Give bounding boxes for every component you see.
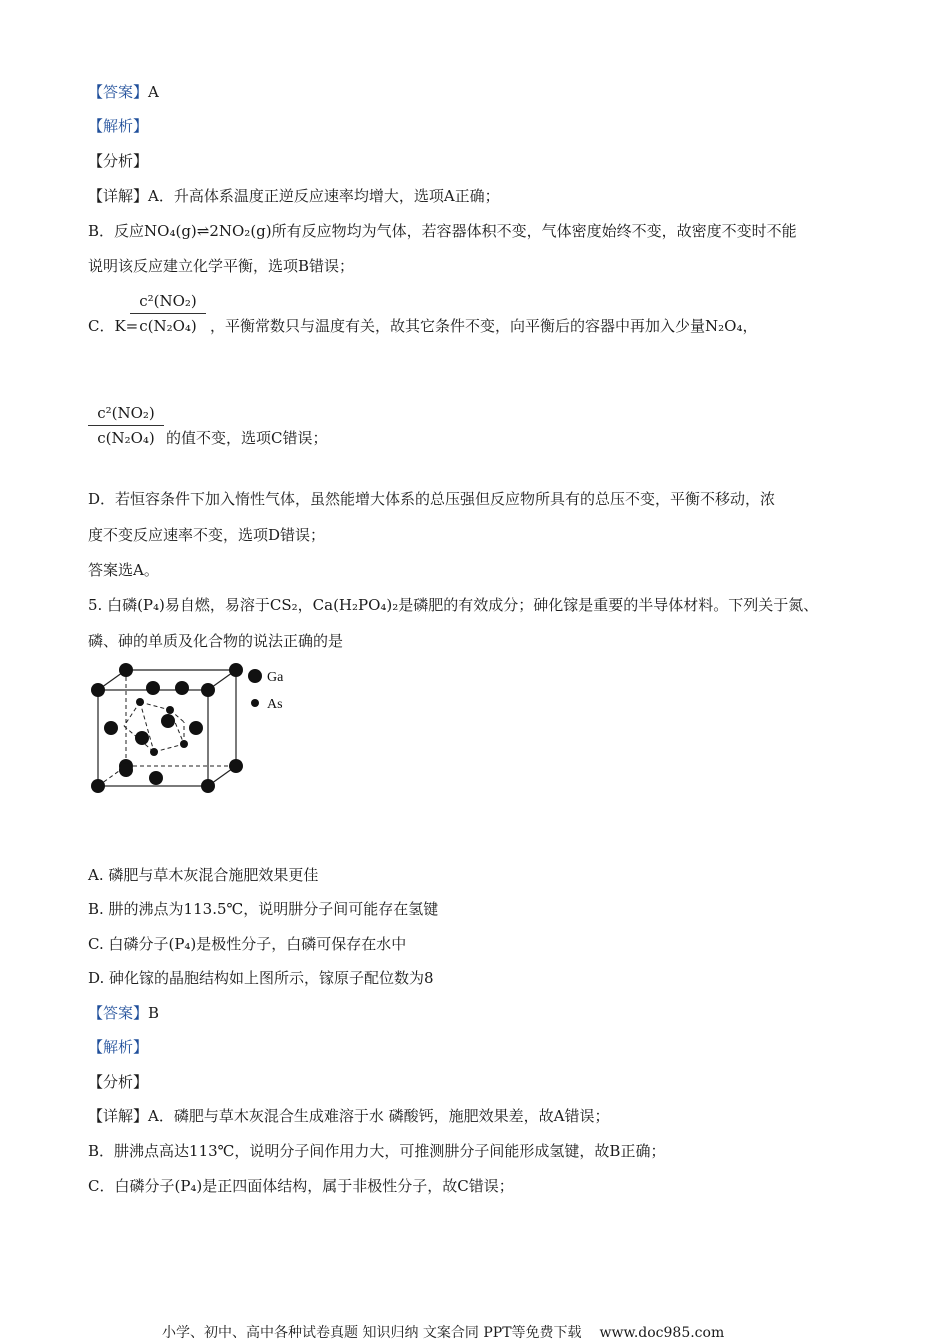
footer-text: 小学、初中、高中各种试卷真题 知识归纳 文案合同 PPT等免费下载 <box>162 1325 582 1341</box>
ga-legend-dot <box>248 669 262 683</box>
answer-line-1 <box>88 82 159 102</box>
analysis-tag-2: 【解析】 <box>88 1038 149 1056</box>
fraction-denominator: c(N₂O₄) <box>139 317 197 335</box>
answer-tag: 【答案】 <box>88 83 149 101</box>
detail-line-a <box>88 186 500 206</box>
option-c: C. 白磷分子(P₄)是极性分子，白磷可保存在水中 <box>88 935 407 953</box>
question-stem-2: 磷、砷的单质及化合物的说法正确的是 <box>88 632 344 650</box>
fraction-numerator: c²(NO₂) <box>139 292 197 310</box>
legend-as-label: As <box>267 697 283 712</box>
fraction-bar-2 <box>88 425 164 426</box>
page-footer <box>162 1322 724 1342</box>
k-fraction-2 <box>88 404 164 447</box>
ga-atom <box>201 683 215 697</box>
ga-atom <box>161 714 175 728</box>
conclusion-line: 答案选A。 <box>88 561 159 579</box>
detail-line-b1 <box>88 221 797 241</box>
fenxi-tag: 【分析】 <box>88 152 149 170</box>
detail-b1-pre: B．反应N <box>88 222 158 240</box>
footer-url-link[interactable]: www.doc985.com <box>599 1325 725 1341</box>
option-d: D. 砷化镓的晶胞结构如上图所示，镓原子配位数为8 <box>88 969 434 987</box>
question-stem-1: 5. 白磷(P₄)易自燃，易溶于CS₂，Ca(H₂PO₄)₂是磷肥的有效成分；砷化镓是重要的半导体材料。下列关于氮、 <box>88 596 819 614</box>
as-atom <box>180 740 188 748</box>
detail-a-text: A．升高体系温度正逆反应速率均增大，选项A正确； <box>148 187 500 205</box>
detail-line-c-post: ，平衡常数只与温度有关，故其它条件不变，向平衡后的容器中再加入少量N₂O₄， <box>210 317 758 335</box>
detail-line-d1: D．若恒容条件下加入惰性气体，虽然能增大体系的总压强但反应物所具有的总压不变，平衡不移动，浓 <box>88 490 776 508</box>
detail-line-c-2: C．白磷分子(P₄)是正四面体结构，属于非极性分子，故C错误； <box>88 1177 514 1195</box>
answer-value: A <box>148 83 159 101</box>
fraction-denominator-2: c(N₂O₄) <box>97 429 155 447</box>
fenxi-tag-2: 【分析】 <box>88 1073 149 1091</box>
fraction-numerator-2: c²(NO₂) <box>97 404 155 422</box>
ga-atom <box>149 771 163 785</box>
as-atom <box>136 698 144 706</box>
detail-b1-post: 所有反应物均为气体，若容器体积不变，气体密度始终不变，故密度不变时不能 <box>271 222 797 240</box>
detail-line-b2: 说明该反应建立化学平衡，选项B错误； <box>88 257 355 275</box>
as-atom <box>150 748 158 756</box>
answer-value-2: B <box>148 1004 160 1022</box>
ga-atom <box>229 759 243 773</box>
detail-line-b-2: B．肼沸点高达113℃，说明分子间作用力大，可推测肼分子间能形成氢键，故B正确； <box>88 1142 666 1160</box>
ga-atom <box>91 683 105 697</box>
as-atom <box>166 706 174 714</box>
ga-atom <box>189 721 203 735</box>
ga-atom <box>201 779 215 793</box>
option-a: A. 磷肥与草木灰混合施肥效果更佳 <box>88 866 319 884</box>
detail-line-c-pre: C．K= <box>88 317 139 335</box>
ga-atom <box>229 663 243 677</box>
detail-line-c2-post: 的值不变，选项C错误； <box>166 429 328 447</box>
ga-atom <box>104 721 118 735</box>
k-fraction <box>130 292 206 335</box>
detail-line-d2: 度不变反应速率不变，选项D错误； <box>88 526 326 544</box>
ga-atom <box>119 763 133 777</box>
fraction-bar <box>130 313 206 314</box>
as-legend-dot <box>251 699 259 707</box>
gaas-unit-cell-diagram <box>84 660 304 800</box>
analysis-tag: 【解析】 <box>88 117 149 135</box>
answer-line-2 <box>88 1003 159 1023</box>
ga-atom <box>175 681 189 695</box>
answer-tag-2: 【答案】 <box>88 1004 149 1022</box>
ga-atom <box>135 731 149 745</box>
detail-a2-text: A．磷肥与草木灰混合生成难溶于水 磷酸钙，施肥效果差，故A错误； <box>148 1107 610 1125</box>
ga-atom <box>119 663 133 677</box>
ga-atom <box>146 681 160 695</box>
detail-tag: 【详解】 <box>88 187 149 205</box>
detail-tag-2: 【详解】 <box>88 1107 149 1125</box>
ga-atom <box>91 779 105 793</box>
option-b: B. 肼的沸点为113.5℃，说明肼分子间可能存在氢键 <box>88 900 439 918</box>
legend-ga-label: Ga <box>267 670 284 685</box>
detail-line-a-2 <box>88 1106 609 1126</box>
reaction-equation: O₄(g)⇌2NO₂(g) <box>157 222 272 240</box>
